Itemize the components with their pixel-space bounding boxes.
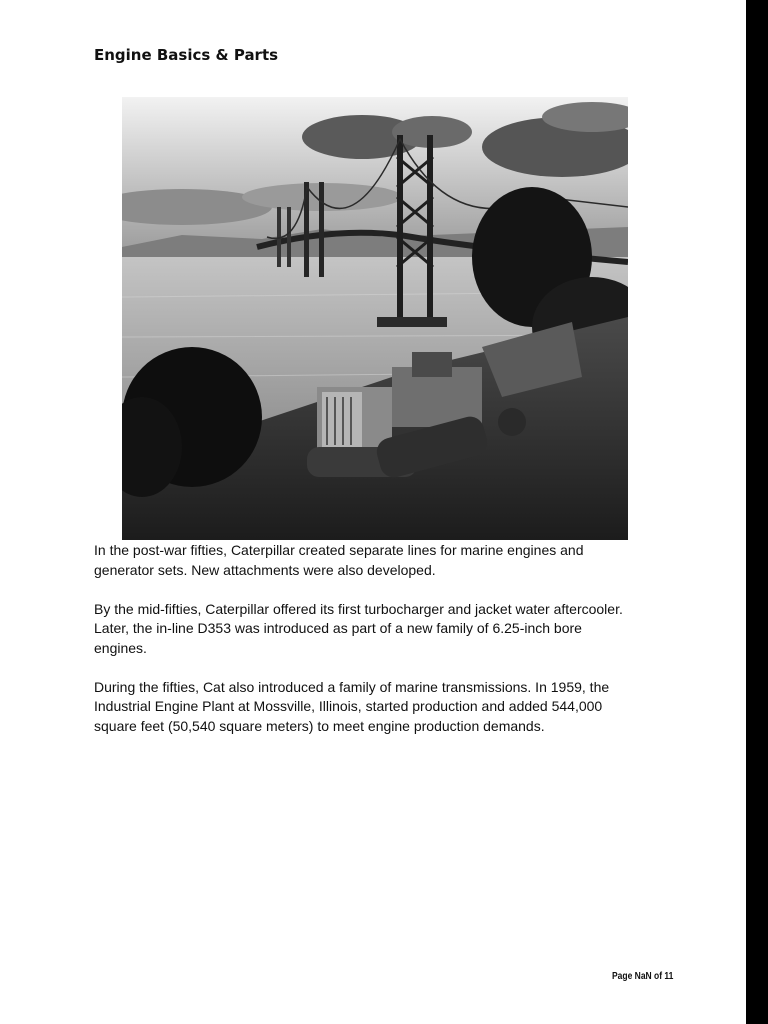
body-text — [94, 541, 654, 756]
page-title: Engine Basics & Parts — [94, 46, 279, 64]
paragraph: In the post-war fifties, Caterpillar created separate lines for marine engines and generator sets. New attachments were also developed. — [94, 542, 584, 578]
bridge-bulldozer-photo — [122, 97, 628, 540]
page-number: Page NaN of 11 — [612, 971, 674, 982]
paragraph: During the fifties, Cat also introduced a family of marine transmissions. In 1959, the Industrial Engine Plant at Mossville, Illinois, started production and added 544,000 square feet (50,540 square meters) to meet engine production demands. — [94, 678, 610, 734]
paragraph: By the mid-fifties, Caterpillar offered its first turbocharger and jacket water aftercooler. Later, the in-line D353 was introduced as part of a new family of 6.25-inch bore engines. — [94, 600, 623, 656]
